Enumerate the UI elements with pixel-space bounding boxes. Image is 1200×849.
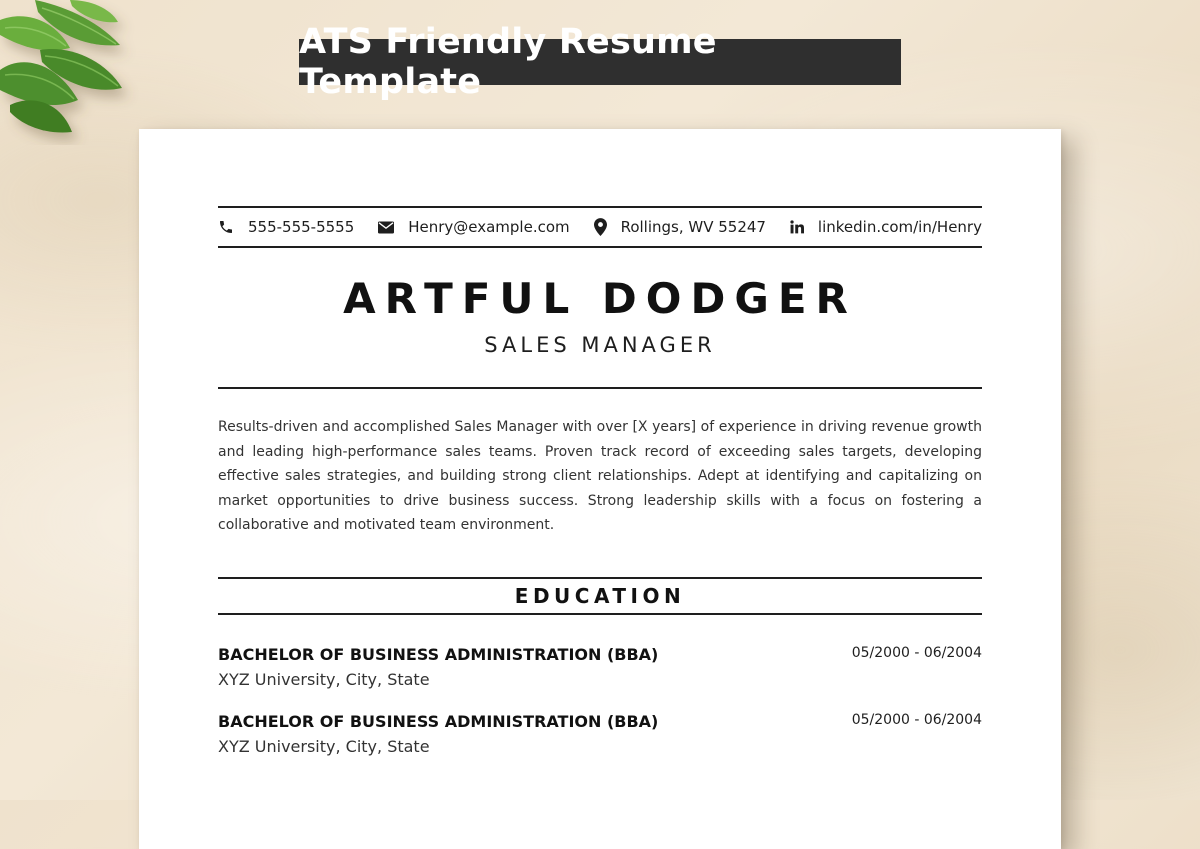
degree-dates: 05/2000 - 06/2004 xyxy=(851,712,982,728)
degree-title: BACHELOR OF BUSINESS ADMINISTRATION (BBA) xyxy=(218,712,659,731)
education-heading: EDUCATION xyxy=(218,577,982,615)
degree-dates: 05/2000 - 06/2004 xyxy=(851,645,982,661)
contact-linkedin xyxy=(790,218,982,236)
contact-location xyxy=(594,218,766,236)
school-name: XYZ University, City, State xyxy=(218,670,430,689)
email-text: Henry@example.com xyxy=(408,218,570,236)
profile-summary: Results-driven and accomplished Sales Manager with over [X years] of experience in driving revenue growth and leading high-performance sales teams. Proven track record of exceeding sales targets, developing effective sales strategies, and building strong client relationships. Adept at identifying and capitalizing on market opportunities to drive business success. Strong leadership skills with a focus on fostering a collaborative and motivated team environment. xyxy=(218,419,982,534)
phone-icon xyxy=(218,219,234,235)
plant-decoration xyxy=(0,0,150,145)
contact-phone xyxy=(218,218,354,236)
education-entry xyxy=(218,645,982,697)
banner-title: ATS Friendly Resume Template xyxy=(299,39,901,85)
candidate-name: ARTFUL DODGER xyxy=(343,274,857,323)
envelope-icon xyxy=(378,221,394,234)
school-name: XYZ University, City, State xyxy=(218,737,430,756)
contact-email xyxy=(378,218,569,236)
phone-text: 555-555-5555 xyxy=(248,218,355,236)
education-entry xyxy=(218,712,982,764)
linkedin-text: linkedin.com/in/Henry xyxy=(817,218,982,236)
degree-title: BACHELOR OF BUSINESS ADMINISTRATION (BBA) xyxy=(218,645,659,664)
linkedin-icon xyxy=(790,220,804,234)
candidate-role: SALES MANAGER xyxy=(484,333,716,357)
resume-page xyxy=(139,129,1061,849)
contact-bar xyxy=(218,206,982,248)
map-pin-icon xyxy=(594,218,607,236)
header-divider xyxy=(218,387,982,389)
location-text: Rollings, WV 55247 xyxy=(620,218,766,236)
